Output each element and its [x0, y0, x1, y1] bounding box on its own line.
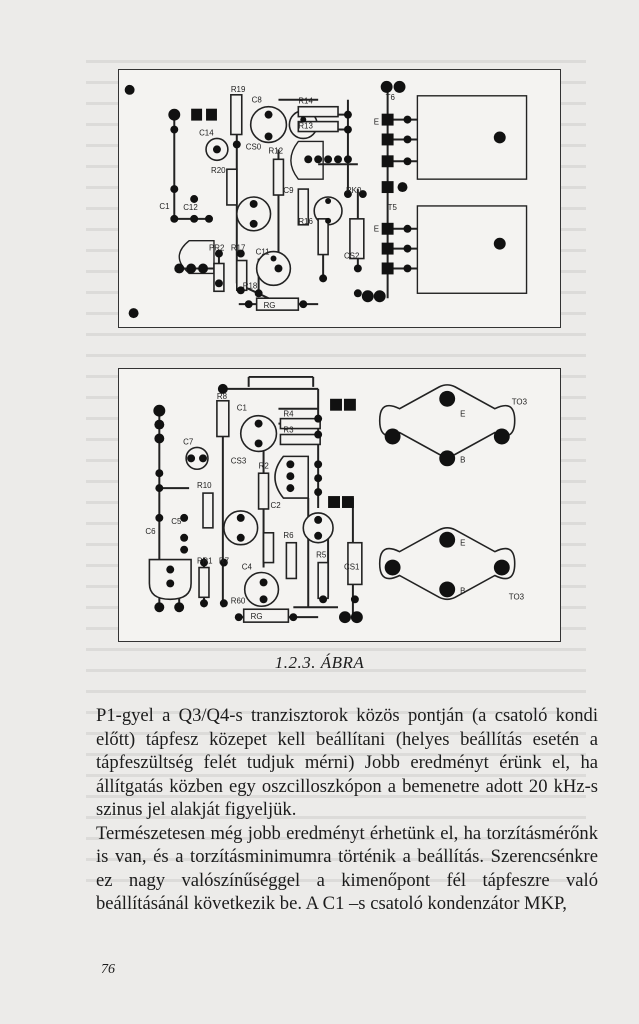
page-number: 76 — [101, 962, 115, 977]
paragraph-1: P1-gyel a Q3/Q4-s tranzisztorok közös pontján (a csatoló kondi előtt) tápfesz közepet kell beállítani (helyes beállítás esetén a tápfeszültség felét tudjuk mérni) Jobb eredményt érünk el, ha állítgatás közben egy oszcilloszkópon a bemenetre adott 20 kHz-s szinus jel alakját figyeljük. — [96, 705, 598, 820]
label-r17: R17 — [230, 243, 246, 253]
label-r16: R16 — [298, 216, 313, 226]
label-c4: C4 — [241, 562, 252, 572]
label-r13: R13 — [298, 121, 313, 131]
label-r60: R60 — [230, 596, 246, 606]
label-r14: R14 — [298, 96, 313, 106]
label-c9: C9 — [283, 186, 294, 196]
label-cs1: CS1 — [343, 562, 360, 572]
label-c2: C2 — [270, 500, 281, 510]
label-c12: C12 — [183, 202, 198, 212]
label-pr2: PR2 — [209, 243, 225, 253]
label-r7: R7 — [218, 556, 230, 566]
label-e1: E — [460, 409, 466, 419]
label-c14: C14 — [199, 128, 214, 138]
label-b2: B — [460, 586, 466, 596]
pcb-layout-bottom — [118, 368, 561, 642]
pcb-top-drawing — [119, 70, 560, 327]
label-r2: R2 — [258, 461, 269, 471]
label-r20: R20 — [211, 166, 226, 176]
label-c1: C1 — [159, 201, 170, 211]
label-e-top: E — [373, 117, 380, 127]
label-cs0: CS0 — [245, 142, 262, 152]
pcb-layout-top — [118, 69, 561, 328]
label-rg: RG — [250, 612, 263, 622]
label-r6: R6 — [283, 530, 294, 540]
label-b1: B — [460, 455, 466, 465]
label-rk0: RK0 — [345, 186, 362, 196]
pcb-bottom-drawing — [119, 369, 560, 641]
label-r3: R3 — [283, 425, 294, 435]
label-c11: C11 — [255, 247, 270, 257]
label-pr1: PR1 — [197, 556, 213, 566]
label-r19: R19 — [230, 84, 246, 94]
label-c6: C6 — [145, 526, 156, 536]
label-e2: E — [460, 538, 466, 548]
label-e-mid: E — [373, 224, 380, 234]
label-c5: C5 — [171, 516, 182, 526]
label-r5: R5 — [316, 550, 327, 560]
label-rg: RG — [263, 301, 276, 311]
label-r4: R4 — [283, 409, 294, 419]
label-t6: T6 — [385, 92, 395, 102]
label-c7: C7 — [183, 437, 194, 447]
label-cs3: CS3 — [230, 456, 247, 466]
label-cs2: CS2 — [343, 251, 360, 261]
label-r10: R10 — [197, 481, 212, 491]
label-r18: R18 — [242, 281, 258, 291]
label-t5: T5 — [387, 202, 397, 212]
label-to3-top: TO3 — [511, 397, 528, 407]
paragraph-2: Természetesen még jobb eredményt érhetünk el, ha torzításmérőnk is van, és a torzításminimumra történik a beállítás. Szerencsénkre ez nagy valószínűséggel a kimenőpont fél tápfeszre való beállításánál következik be. A C1 –s csatoló kondenzátor MKP, — [96, 822, 598, 914]
label-c1: C1 — [236, 403, 247, 413]
label-r12: R12 — [268, 146, 284, 156]
body-text — [96, 704, 598, 916]
label-r8: R8 — [216, 391, 228, 401]
label-c8: C8 — [251, 95, 262, 105]
figure-caption: 1.2.3. ÁBRA — [274, 653, 365, 672]
label-to3-bottom: TO3 — [508, 592, 525, 602]
